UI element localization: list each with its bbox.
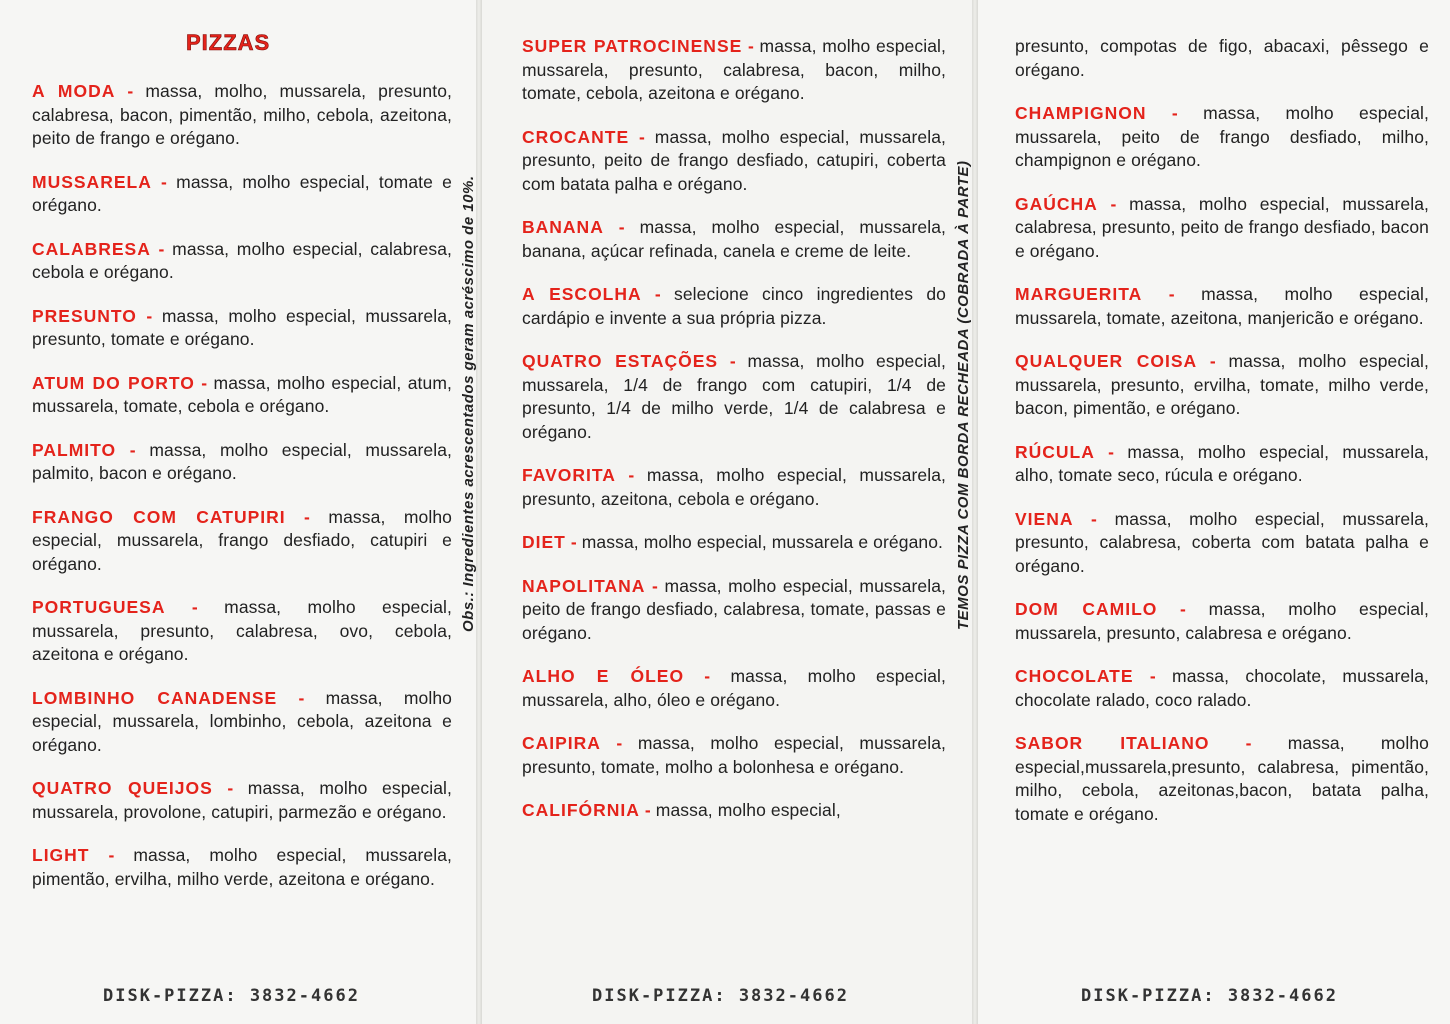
pizza-name: QUATRO ESTAÇÕES	[522, 351, 719, 371]
pizza-name: DOM CAMILO	[1015, 599, 1158, 619]
pizza-item	[522, 126, 946, 197]
name-separator: -	[639, 800, 656, 820]
pizza-name: A ESCOLHA	[522, 284, 642, 304]
pizza-name: QUATRO QUEIJOS	[32, 778, 213, 798]
pizza-name: BANANA	[522, 217, 604, 237]
pizza-name: FRANGO COM CATUPIRI	[32, 506, 286, 527]
pizza-name: VIENA	[1015, 508, 1074, 529]
name-separator: -	[1133, 666, 1173, 686]
pizza-ingredients: massa, molho especial, mussarela, peito de frango desfiado, calabresa, tomate, passas e orégano.	[522, 575, 947, 643]
fold-line	[972, 0, 978, 1024]
pizza-name: ALHO E ÓLEO	[522, 666, 685, 686]
name-separator: -	[150, 238, 173, 259]
pizza-item	[32, 80, 452, 151]
pizza-item	[32, 238, 452, 285]
name-separator: -	[212, 778, 248, 798]
name-separator: -	[565, 532, 582, 552]
pizza-ingredients: massa, molho especial, mussarela, provolone, catupiri, parmezão e orégano.	[32, 778, 453, 822]
pizza-name: MUSSARELA	[32, 171, 152, 192]
name-separator: -	[277, 687, 326, 708]
pizza-list-col2	[522, 35, 946, 843]
pizza-ingredients: massa, molho especial, mussarela, tomate, azeitona, manjericão e orégano.	[1015, 284, 1430, 328]
name-separator: -	[136, 305, 162, 326]
name-separator: -	[194, 372, 214, 393]
pizza-name: ATUM DO PORTO	[32, 372, 195, 393]
name-separator: -	[603, 217, 640, 237]
pizza-name: DIET	[522, 532, 566, 552]
pizza-ingredients: massa, molho especial, mussarela, presunto, azeitona, cebola e orégano.	[522, 465, 947, 509]
pizza-name: LOMBINHO CANADENSE	[32, 687, 278, 708]
pizza-ingredients: massa, molho especial, mussarela, peito de frango desfiado, milho, champignon e orégano.	[1015, 103, 1430, 170]
pizza-item	[1015, 508, 1429, 579]
extra-ingredients-note: Obs.: Ingredientes acrescentados geram acréscimo de 10%.	[460, 175, 477, 632]
pizza-item	[1015, 350, 1429, 421]
pizza-item	[522, 531, 946, 555]
pizza-ingredients: massa, molho especial, mussarela, presunto, calabresa, ovo, cebola, azeitona e orégano.	[32, 597, 452, 664]
pizza-name: PORTUGUESA	[32, 597, 166, 617]
pizza-ingredients: selecione cinco ingredientes do cardápio e invente a sua própria pizza.	[522, 284, 946, 328]
pizza-ingredients: massa, molho especial, mussarela, pimentão, ervilha, milho verde, azeitona e orégano.	[32, 845, 453, 889]
name-separator: -	[1157, 599, 1209, 619]
pizza-name: GAÚCHA	[1015, 193, 1098, 214]
menu-title: PIZZAS	[186, 30, 271, 55]
pizza-item	[522, 35, 946, 106]
pizza-name: CAIPIRA	[522, 733, 601, 753]
pizza-ingredients: massa, molho especial, mussarela, calabresa, presunto, peito de frango desfiado, bacon e orégano.	[1015, 193, 1429, 261]
pizza-ingredients: massa, molho especial, mussarela, alho, tomate seco, rúcula e orégano.	[1015, 441, 1429, 485]
pizza-item	[522, 350, 946, 444]
pizza-name: CHOCOLATE	[1015, 666, 1134, 686]
phone-footer: DISK-PIZZA: 3832-4662	[103, 986, 360, 1006]
pizza-item	[522, 799, 946, 823]
phone-footer: DISK-PIZZA: 3832-4662	[592, 986, 849, 1006]
pizza-item	[522, 575, 946, 646]
name-separator: -	[1142, 284, 1202, 304]
pizza-name: LIGHT	[32, 845, 90, 865]
pizza-name: MARGUERITA	[1015, 284, 1143, 304]
pizza-item	[32, 844, 452, 891]
name-separator: -	[116, 439, 150, 460]
pizza-name: FAVORITA	[522, 465, 616, 485]
name-separator: -	[285, 506, 329, 527]
pizza-name: A MODA	[32, 81, 116, 101]
pizza-name: CALABRESA	[32, 238, 151, 259]
name-separator: -	[165, 597, 225, 617]
pizza-ingredients: massa, molho especial, mussarela, presunto, calabresa, coberta com batata palha e orégano.	[1015, 508, 1429, 576]
pizza-item	[522, 665, 946, 712]
pizza-item	[32, 372, 452, 419]
pizza-item	[32, 777, 452, 824]
pizza-ingredients: massa, molho especial, mussarela, presunto, calabresa e orégano.	[1015, 599, 1429, 643]
pizza-item	[1015, 35, 1429, 82]
pizza-ingredients: presunto, compotas de figo, abacaxi, pêssego e orégano.	[1015, 36, 1429, 80]
name-separator: -	[629, 126, 655, 147]
pizza-item	[522, 216, 946, 263]
pizza-item	[522, 732, 946, 779]
pizza-name: SUPER PATROCINENSE	[522, 36, 743, 56]
pizza-item	[1015, 193, 1429, 264]
pizza-name: NAPOLITANA	[522, 575, 646, 596]
pizza-ingredients: massa, molho especial, mussarela, presunto, peito de frango desfiado, catupiri, coberta com batata palha e orégano.	[522, 126, 947, 194]
name-separator: -	[151, 171, 177, 192]
pizza-ingredients: massa, molho especial, mussarela, alho, óleo e orégano.	[522, 666, 947, 710]
pizza-item	[32, 687, 452, 758]
pizza-name: QUALQUER COISA	[1015, 351, 1198, 371]
pizza-ingredients: massa, molho especial, mussarela, presunto, tomate, molho a bolonhesa e orégano.	[522, 733, 946, 777]
name-separator: -	[600, 733, 638, 753]
pizza-ingredients: massa, molho, mussarela, presunto, calabresa, bacon, pimentão, milho, cebola, azeitona, peito de frango e orégano.	[32, 81, 452, 148]
name-separator: -	[684, 666, 731, 686]
pizza-item	[32, 596, 452, 667]
pizza-ingredients: massa, molho especial,mussarela,presunto, calabresa, pimentão, milho, cebola, azeitonas,bacon, batata palha, tomate e orégano.	[1015, 733, 1429, 824]
pizza-item	[32, 506, 452, 577]
pizza-name: PALMITO	[32, 439, 117, 460]
name-separator: -	[1094, 441, 1128, 462]
pizza-ingredients: massa, molho especial, mussarela, presunto, tomate e orégano.	[32, 305, 453, 349]
pizza-name: CHAMPIGNON	[1015, 103, 1147, 123]
pizza-ingredients: massa, molho especial, mussarela, frango desfiado, catupiri e orégano.	[32, 506, 452, 574]
pizza-item	[1015, 102, 1429, 173]
pizza-item	[1015, 283, 1429, 330]
name-separator: -	[641, 284, 674, 304]
menu-panel-right	[978, 0, 1450, 1024]
name-separator: -	[89, 845, 134, 865]
name-separator: -	[645, 575, 665, 596]
pizza-list-col3	[1015, 35, 1429, 846]
pizza-name: RÚCULA	[1015, 441, 1095, 462]
pizza-ingredients: massa, molho especial, mussarela, presunto, calabresa, bacon, milho, tomate, cebola, azeitona e orégano.	[522, 36, 946, 103]
pizza-ingredients: massa, molho especial, mussarela, 1/4 de frango com catupiri, 1/4 de presunto, 1/4 de milho verde, 1/4 de calabresa e orégano.	[522, 351, 947, 442]
pizza-name: CROCANTE	[522, 126, 630, 147]
name-separator: -	[1197, 351, 1229, 371]
pizza-item	[1015, 665, 1429, 712]
pizza-ingredients: massa, molho especial, atum, mussarela, tomate, cebola e orégano.	[32, 372, 452, 416]
pizza-name: SABOR ITALIANO	[1015, 733, 1210, 753]
pizza-ingredients: massa, molho especial,	[655, 800, 841, 820]
pizza-item	[1015, 598, 1429, 645]
name-separator: -	[1209, 733, 1288, 753]
name-separator: -	[742, 36, 760, 56]
menu-panel-middle	[482, 0, 974, 1024]
pizza-ingredients: massa, molho especial, mussarela, lombinho, cebola, azeitona e orégano.	[32, 687, 452, 755]
pizza-item	[1015, 732, 1429, 826]
pizza-ingredients: massa, molho especial, calabresa, cebola e orégano.	[32, 238, 453, 282]
pizza-item	[522, 464, 946, 511]
name-separator: -	[1146, 103, 1204, 123]
pizza-ingredients: massa, molho especial, mussarela, banana, açúcar refinada, canela e creme de leite.	[522, 217, 946, 261]
pizza-ingredients: massa, chocolate, mussarela, chocolate ralado, coco ralado.	[1015, 666, 1429, 710]
pizza-ingredients: massa, molho especial, mussarela, palmito, bacon e orégano.	[32, 439, 453, 483]
pizza-name: PRESUNTO	[32, 305, 137, 326]
pizza-list-col1	[32, 80, 452, 911]
pizza-item	[32, 305, 452, 352]
pizza-item	[522, 283, 946, 330]
name-separator: -	[1073, 508, 1115, 529]
name-separator: -	[615, 465, 647, 485]
pizza-ingredients: massa, molho especial, mussarela e orégano.	[581, 532, 944, 552]
pizza-name: CALIFÓRNIA	[522, 800, 640, 820]
name-separator: -	[1097, 193, 1130, 214]
pizza-ingredients: massa, molho especial, tomate e orégano.	[32, 171, 452, 215]
pizza-item	[1015, 441, 1429, 488]
pizza-ingredients: massa, molho especial, mussarela, presunto, ervilha, tomate, milho verde, bacon, pimentão, e orégano.	[1015, 351, 1429, 418]
stuffed-crust-note: TEMOS PIZZA COM BORDA RECHEADA (COBRADA À PARTE)	[955, 160, 972, 630]
name-separator: -	[718, 351, 748, 371]
menu-panel-left	[0, 0, 478, 1024]
name-separator: -	[115, 81, 146, 101]
phone-footer: DISK-PIZZA: 3832-4662	[1081, 986, 1338, 1006]
pizza-item	[32, 439, 452, 486]
pizza-item	[32, 171, 452, 218]
